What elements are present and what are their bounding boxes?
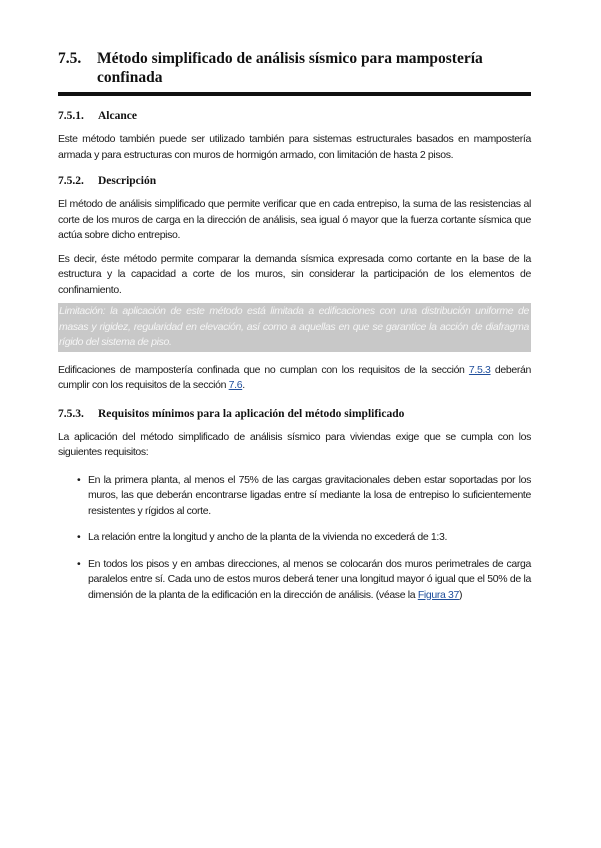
requisitos-intro: La aplicación del método simplificado de análisis sísmico para viviendas exige que se cumpla con los siguientes requisitos: xyxy=(58,430,531,458)
subsection-title: Requisitos mínimos para la aplicación del método simplificado xyxy=(98,407,405,420)
subsection-number: 7.5.3. xyxy=(58,407,84,420)
subsection-number: 7.5.1. xyxy=(58,110,84,122)
requirements-list xyxy=(58,473,531,604)
list-item-text: ) xyxy=(459,588,463,601)
link-figura-37[interactable]: Figura 37 xyxy=(417,588,460,601)
paragraph-text: deberán cumplir con los requisitos de la sección xyxy=(58,363,531,391)
bullet-icon: • xyxy=(77,531,81,543)
subsection-number: 7.5.2. xyxy=(58,175,84,187)
paragraph-text: Edificaciones de mampostería confinada que no cumplan con los requisitos de la sección xyxy=(58,363,469,376)
section-title: Método simplificado de análisis sísmico para mampostería confinada xyxy=(97,50,483,86)
subsection-heading-requisitos xyxy=(58,407,531,421)
alcance-paragraph: Este método también puede ser utilizado también para sistemas estructurales basados en mampostería armada y para estructuras con muros de hormigón armado, con limitación de hasta 2 pisos. xyxy=(58,133,531,161)
bullet-icon: • xyxy=(77,473,81,486)
section-heading xyxy=(58,49,531,87)
link-section-7-6[interactable]: 7.6 xyxy=(228,379,243,391)
subsection-title: Alcance xyxy=(98,110,137,122)
descripcion-paragraph-3 xyxy=(58,363,531,394)
paragraph-text: . xyxy=(242,379,245,391)
bullet-icon: • xyxy=(77,557,81,570)
limitation-note: Limitación: la aplicación de este método está limitada a edificaciones con una distribución uniforme de masas y rigidez, regularidad en elevación, así como a aquellas en que se garantice la acción de diafragma rígido del sistema de piso. xyxy=(58,303,531,352)
list-item xyxy=(58,557,531,604)
descripcion-paragraph-1: El método de análisis simplificado que permite verificar que en cada entrepiso, la suma de las resistencias al corte de los muros de carga en la dirección de análisis, sea igual ó mayor que la fuerza cortante sísmica que actúa sobre dicho entrepiso. xyxy=(58,198,531,241)
link-section-7-5-3[interactable]: 7.5.3 xyxy=(468,363,491,376)
subsection-title: Descripción xyxy=(98,175,157,187)
list-item-text: La relación entre la longitud y ancho de la planta de la vivienda no excederá de 1:3. xyxy=(88,531,448,543)
subsection-heading-alcance xyxy=(58,109,531,123)
list-item-text: En todos los pisos y en ambas direcciones, al menos se colocarán dos muros perimetrales de carga paralelos entre sí. Cada uno de estos muros deberá tener una longitud mayor ó igual que el 50% de la dimensión de la planta de la edificación en la dirección de análisis. (véase la xyxy=(88,557,531,601)
section-number: 7.5. xyxy=(58,50,82,67)
list-item xyxy=(58,530,531,546)
descripcion-paragraph-2: Es decir, éste método permite comparar la demanda sísmica expresada como cortante en la base de la estructura y la capacidad a corte de los muros, sin considerar la participación de los elementos de confinamiento. xyxy=(58,252,531,296)
heading-rule xyxy=(58,92,531,96)
list-item xyxy=(58,473,531,520)
list-item-text: En la primera planta, al menos el 75% de las cargas gravitacionales deben estar soportadas por los muros, las que deberán encontrarse ligadas entre sí mediante la losa de entrepiso lo suficientemente resistentes y rígidos al corte. xyxy=(88,473,531,517)
subsection-heading-descripcion xyxy=(58,174,531,188)
document-page xyxy=(58,0,531,603)
